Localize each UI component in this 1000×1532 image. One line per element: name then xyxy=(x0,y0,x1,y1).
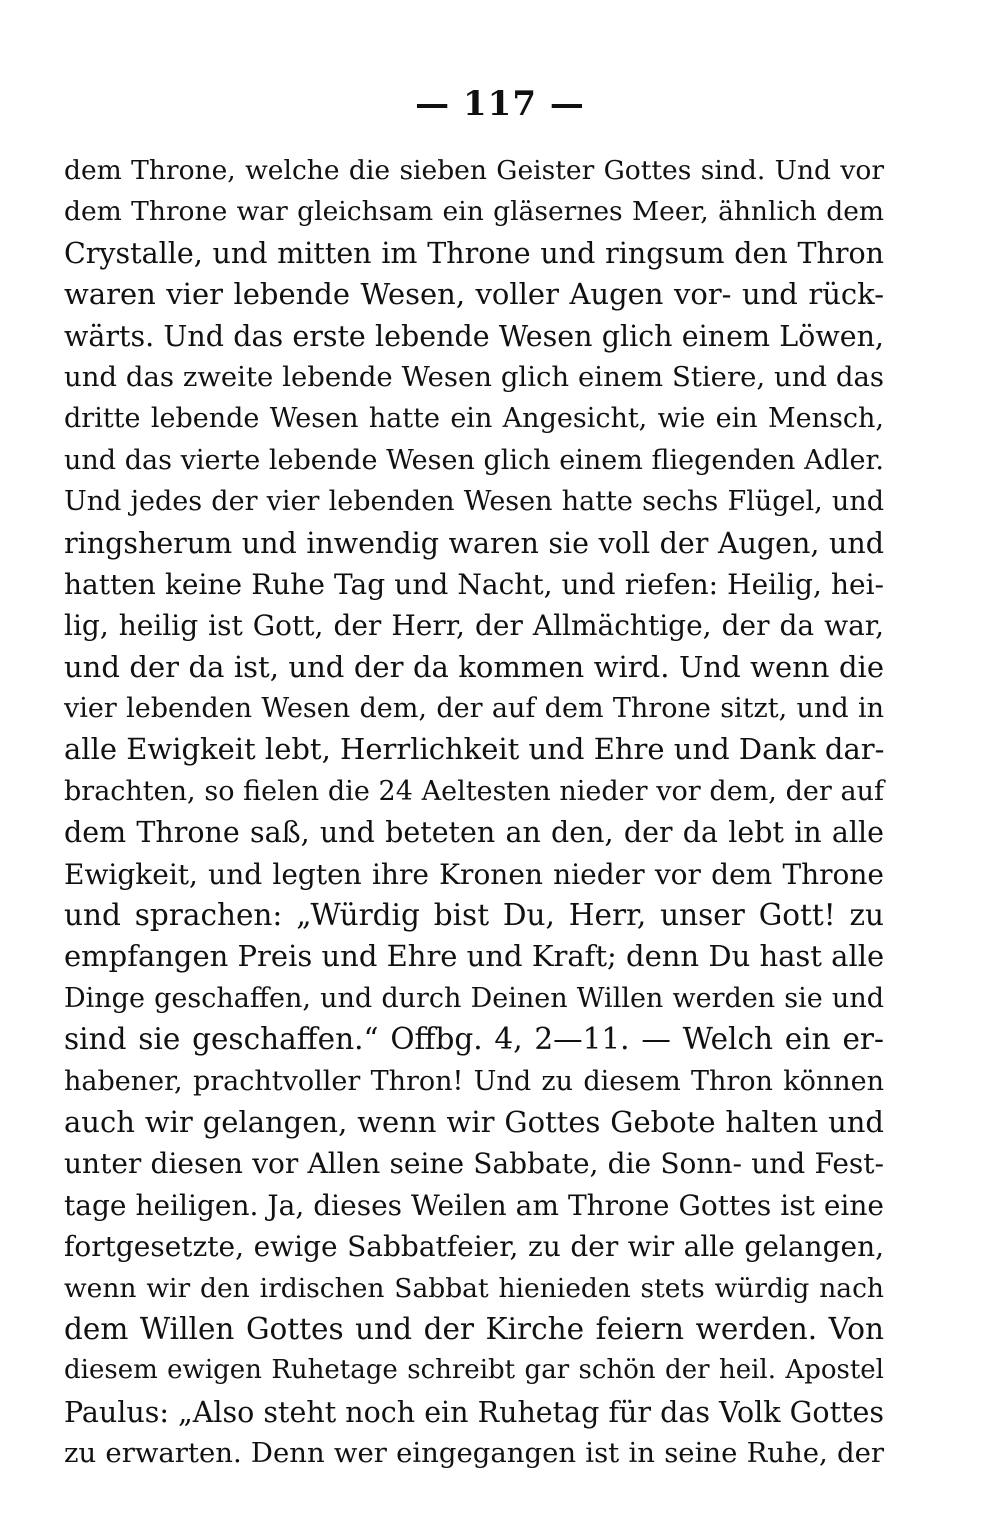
text-line: hatten keine Ruhe Tag und Nacht, und riefen: Heilig, hei- xyxy=(64,567,884,601)
text-line: dem Willen Gottes und der Kirche feiern werden. Von xyxy=(64,1311,884,1346)
text-line: empfangen Preis und Ehre und Kraft; denn Du hast alle xyxy=(64,939,885,974)
text-line: zu erwarten. Denn wer eingegangen ist in seine Ruhe, der xyxy=(64,1437,884,1470)
text-line: diesem ewigen Ruhetage schreibt gar schön der heil. Apostel xyxy=(64,1355,884,1386)
text-line: dem Throne war gleichsam ein gläsernes Meer, ähnlich dem xyxy=(64,196,884,228)
page-number: — 117 — xyxy=(415,84,585,124)
text-line: lig, heilig ist Gott, der Herr, der Allmächtige, der da war, xyxy=(64,609,884,643)
text-line: sind sie geschaffen.“ Offbg. 4, 2—11. — Welch ein er- xyxy=(64,1022,884,1057)
text-line: und sprachen: „Würdig bist Du, Herr, unser Gott! zu xyxy=(64,898,884,933)
text-line: alle Ewigkeit lebt, Herrlichkeit und Ehre und Dank dar- xyxy=(64,732,885,767)
text-line: ringsherum und inwendig waren sie voll der Augen, und xyxy=(64,526,884,560)
text-line: und der da ist, und der da kommen wird. Und wenn die xyxy=(64,649,884,684)
text-line: dem Throne, welche die sieben Geister Gottes sind. Und vor xyxy=(64,155,884,186)
text-line: tage heiligen. Ja, dieses Weilen am Throne Gottes ist eine xyxy=(64,1188,884,1222)
text-line: Crystalle, und mitten im Throne und ringsum den Thron xyxy=(64,236,884,270)
text-line: fortgesetzte, ewige Sabbatfeier, zu der wir alle gelangen, xyxy=(64,1230,884,1264)
text-line: dem Throne saß, und beteten an den, der da lebt in alle xyxy=(64,816,884,850)
text-line: brachten, so fielen die 24 Aeltesten nieder vor dem, der auf xyxy=(64,775,884,807)
text-line: wärts. Und das erste lebende Wesen glich einem Löwen, xyxy=(64,319,884,353)
text-line: waren vier lebende Wesen, voller Augen vor- und rück- xyxy=(64,277,884,312)
text-line: und das vierte lebende Wesen glich einem fliegenden Adler. xyxy=(64,444,884,476)
text-line: auch wir gelangen, wenn wir Gottes Gebote halten und xyxy=(64,1104,884,1139)
text-line: vier lebenden Wesen dem, der auf dem Throne sitzt, und in xyxy=(64,693,884,725)
text-line: Paulus: „Also steht noch ein Ruhetag für das Volk Gottes xyxy=(64,1395,884,1429)
body-text xyxy=(64,150,884,1475)
text-line: dritte lebende Wesen hatte ein Angesicht, wie ein Mensch, xyxy=(64,403,884,435)
text-line: Ewigkeit, und legten ihre Kronen nieder vor dem Throne xyxy=(64,857,884,891)
text-line: Dinge geschaffen, und durch Deinen Willen werden sie und xyxy=(64,982,884,1014)
text-line: wenn wir den irdischen Sabbat hienieden stets würdig nach xyxy=(64,1272,884,1304)
text-line: habener, prachtvoller Thron! Und zu diesem Thron können xyxy=(64,1065,884,1097)
text-line: Und jedes der vier lebenden Wesen hatte sechs Flügel, und xyxy=(64,486,884,518)
text-line: und das zweite lebende Wesen glich einem Stiere, und das xyxy=(64,360,884,393)
text-line: unter diesen vor Allen seine Sabbate, die Sonn- und Fest- xyxy=(64,1147,884,1181)
